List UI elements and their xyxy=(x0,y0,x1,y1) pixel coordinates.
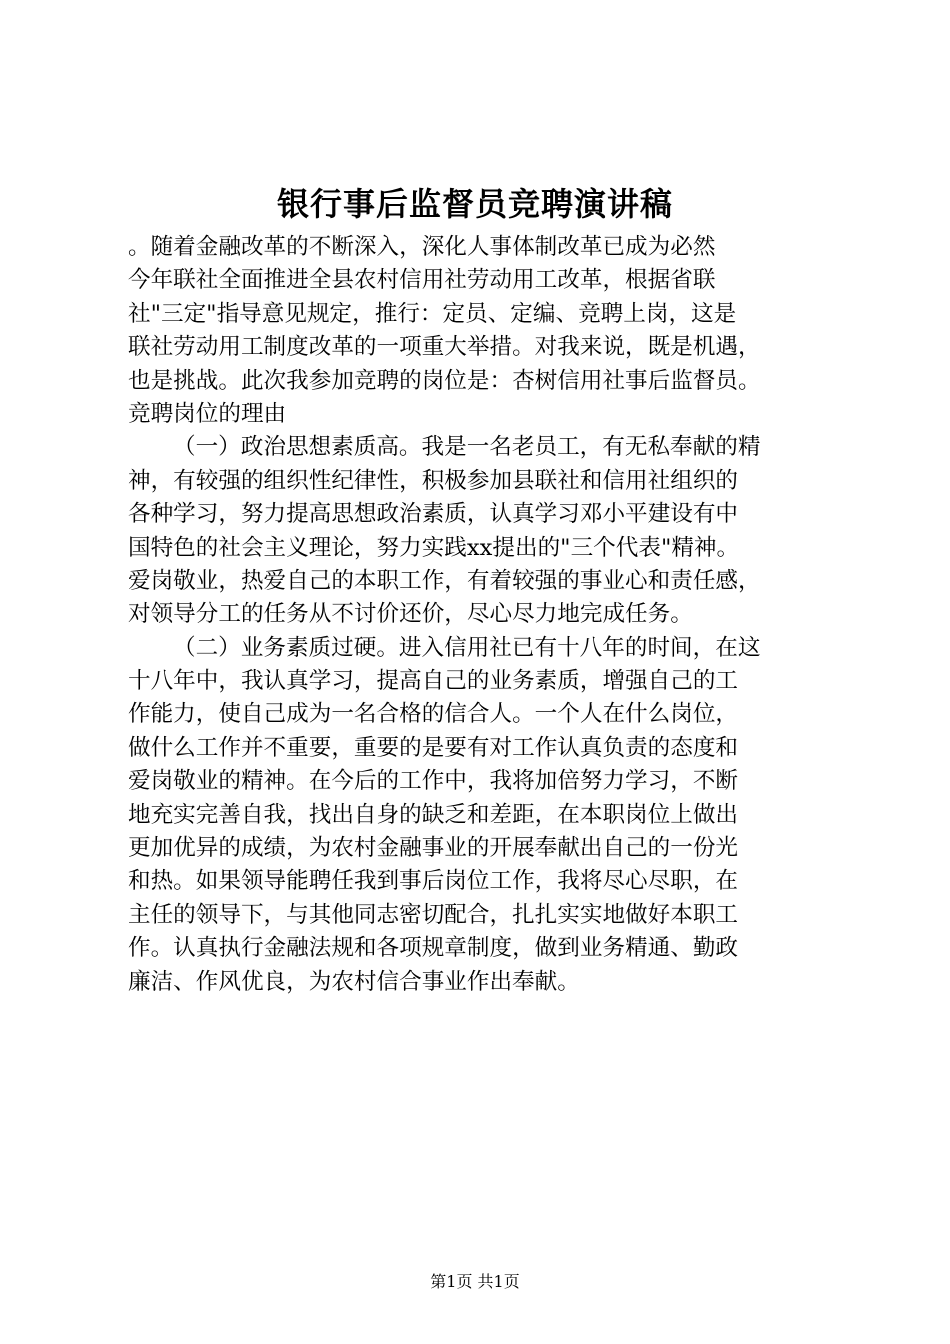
document-title: 银行事后监督员竞聘演讲稿 xyxy=(276,185,673,223)
text-line: 也是挑战。此次我参加竞聘的岗位是：杏树信用社事后监督员。 xyxy=(128,367,761,394)
text-line: 廉洁、作风优良，为农村信合事业作出奉献。 xyxy=(128,968,580,995)
text-line: 主任的领导下，与其他同志密切配合，扎扎实实地做好本职工 xyxy=(128,901,739,928)
text-line: 作能力，使自己成为一名合格的信合人。一个人在什么岗位， xyxy=(128,701,739,728)
text-line: 今年联社全面推进全县农村信用社劳动用工改革，根据省联 xyxy=(128,267,716,294)
text-line: 各种学习，努力提高思想政治素质，认真学习邓小平建设有中 xyxy=(128,501,739,528)
text-line: 爱岗敬业的精神。在今后的工作中，我将加倍努力学习，不断 xyxy=(128,768,739,795)
text-line: 国特色的社会主义理论，努力实践xx提出的"三个代表"精神。 xyxy=(128,534,740,561)
text-line: 作。认真执行金融法规和各项规章制度，做到业务精通、勤政 xyxy=(128,935,739,962)
text-line: 做什么工作并不重要，重要的是要有对工作认真负责的态度和 xyxy=(128,734,739,761)
text-line: 。随着金融改革的不断深入，深化人事体制改革已成为必然 xyxy=(128,234,716,260)
text-line: （一）政治思想素质高。我是一名老员工，有无私奉献的精 xyxy=(173,434,761,461)
text-line: 社"三定"指导意见规定，推行：定员、定编、竞聘上岗，这是 xyxy=(128,300,737,327)
text-line: 爱岗敬业，热爱自己的本职工作，有着较强的事业心和责任感， xyxy=(128,567,761,594)
text-line: 神，有较强的组织性纪律性，积极参加县联社和信用社组织的 xyxy=(128,467,739,494)
text-line: 竞聘岗位的理由 xyxy=(128,400,287,427)
text-line: 十八年中，我认真学习，提高自己的业务素质，增强自己的工 xyxy=(128,668,739,695)
text-line: 更加优异的成绩，为农村金融事业的开展奉献出自己的一份光 xyxy=(128,835,739,862)
text-line: 联社劳动用工制度改革的一项重大举措。对我来说，既是机遇， xyxy=(128,334,761,361)
text-line: 和热。如果领导能聘任我到事后岗位工作，我将尽心尽职，在 xyxy=(128,868,739,895)
text-line: （二）业务素质过硬。进入信用社已有十八年的时间，在这 xyxy=(173,634,761,661)
text-line: 地充实完善自我，找出自身的缺乏和差距，在本职岗位上做出 xyxy=(128,801,739,828)
document-body xyxy=(128,231,828,999)
page-footer: 第1页 共1页 xyxy=(430,1272,520,1291)
text-line: 对领导分工的任务从不讨价还价，尽心尽力地完成任务。 xyxy=(128,601,693,628)
